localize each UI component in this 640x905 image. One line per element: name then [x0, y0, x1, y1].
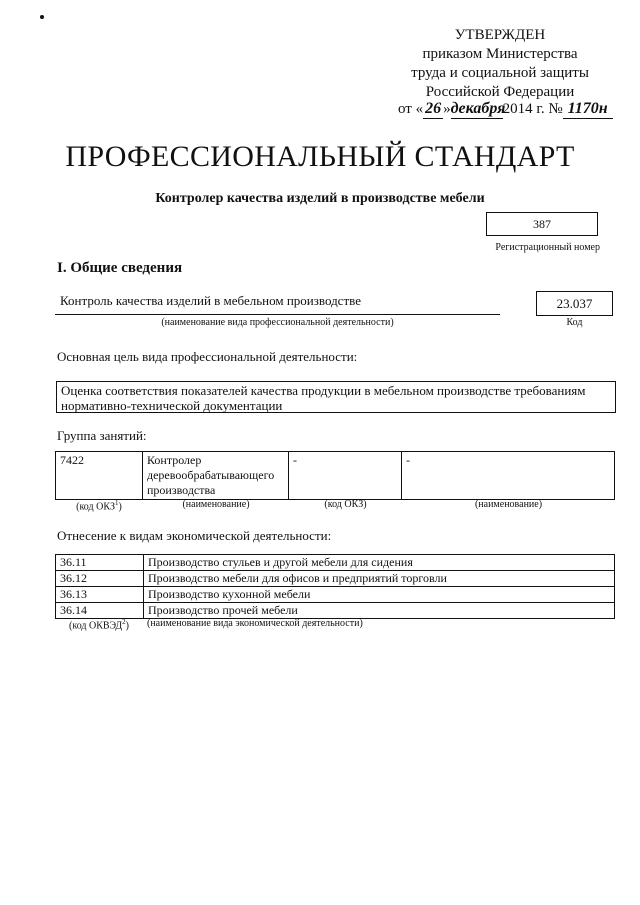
standard-name: Контролер качества изделий в производстве мебели	[155, 191, 485, 206]
date-year: 2014 г. №	[502, 101, 563, 117]
activity-code: 23.037	[556, 295, 593, 311]
table-row	[56, 452, 615, 500]
okved-name: Производство мебели для офисов и предприятий торговли	[144, 571, 615, 587]
date-day: 26	[425, 100, 442, 117]
registration-number: 387	[533, 216, 551, 231]
date-month: декабря	[450, 100, 506, 117]
caption-text: )	[118, 501, 122, 513]
name-caption-2: (наименование)	[474, 499, 543, 510]
footnote-mark: 2	[122, 618, 126, 626]
okz-code-caption	[55, 499, 143, 512]
okved-code: 36.14	[56, 603, 144, 619]
okved-name: Производство стульев и другой мебели для сидения	[144, 555, 615, 571]
margin-dot	[40, 15, 44, 19]
date-sep: »	[443, 101, 451, 117]
okved-code: 36.11	[56, 555, 144, 571]
approval-line-2: приказом Министерства	[422, 46, 578, 62]
name-caption: (наименование)	[182, 499, 250, 510]
econ-activity-table	[55, 554, 615, 619]
okved-name-caption: (наименование вида экономической деятельности)	[147, 618, 363, 629]
goal-box: Оценка соответствия показателей качества продукции в мебельном производстве требованиям нормативно-технической документации	[56, 381, 616, 413]
table-row	[56, 587, 615, 603]
page-title: ПРОФЕССИОНАЛЬНЫЙ СТАНДАРТ	[65, 140, 575, 173]
order-number: 1170н	[563, 99, 613, 119]
code-box	[536, 291, 613, 316]
okved-name: Производство кухонной мебели	[144, 587, 615, 603]
caption-text: (код ОКВЭД	[69, 620, 123, 632]
approval-block	[390, 26, 610, 102]
section-heading: I. Общие сведения	[57, 260, 183, 276]
okved-code: 36.12	[56, 571, 144, 587]
group-label: Группа занятий:	[57, 428, 147, 443]
okved-code-caption	[55, 618, 143, 631]
registration-number-caption: Регистрационный номер	[495, 242, 600, 253]
activity-name: Контроль качества изделий в мебельном производстве	[60, 293, 361, 308]
activity-underline	[55, 314, 500, 315]
footnote-mark: 1	[115, 499, 119, 507]
caption-text: )	[125, 620, 129, 632]
okved-name: Производство прочей мебели	[144, 603, 615, 619]
occupation-name: Контролер деревообрабатывающего производства	[143, 452, 289, 500]
occupation-group-table	[55, 451, 615, 500]
okz-code: -	[289, 452, 402, 500]
approval-line-4: Российской Федерации	[425, 84, 575, 100]
date-prefix: от «	[398, 101, 424, 117]
code-caption: Код	[566, 317, 583, 328]
econ-label: Отнесение к видам экономической деятельности:	[57, 528, 332, 543]
table-row	[56, 571, 615, 587]
approval-line-3: труда и социальной защиты	[411, 65, 589, 81]
okz-name: -	[402, 452, 615, 500]
registration-number-box	[486, 212, 598, 236]
approval-line-1: УТВЕРЖДЕН	[454, 27, 546, 43]
activity-caption: (наименование вида профессиональной деятельности)	[161, 317, 394, 328]
okz-caption: (код ОКЗ)	[324, 499, 367, 510]
approval-date-line	[398, 99, 613, 119]
goal-label: Основная цель вида профессиональной деятельности:	[57, 349, 358, 364]
occupation-code: 7422	[56, 452, 143, 500]
table-row	[56, 555, 615, 571]
table-row	[56, 603, 615, 619]
okved-code: 36.13	[56, 587, 144, 603]
caption-text: (код ОКЗ	[76, 501, 116, 513]
